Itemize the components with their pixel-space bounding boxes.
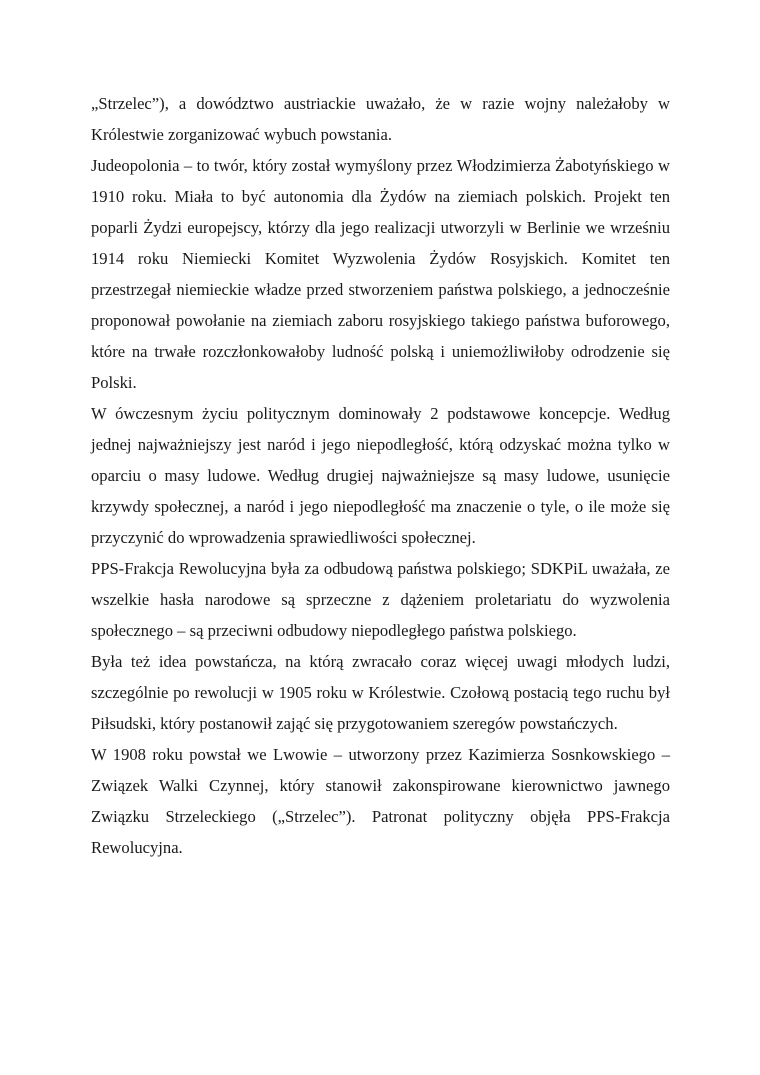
document-body [91,88,670,863]
paragraph-pps-sdkpil: PPS-Frakcja Rewolucyjna była za odbudową państwa polskiego; SDKPiL uważała, ze wszelkie hasła narodowe są sprzeczne z dążeniem proletariatu do wyzwolenia społecznego – są przeciwni odbudowy niepodległego państwa polskiego. [91,559,670,640]
paragraph-insurgent-idea: Była też idea powstańcza, na którą zwracało coraz więcej uwagi młodych ludzi, szczególnie po rewolucji w 1905 roku w Królestwie. Czołową postacią tego ruchu był Piłsudski, który postanowił zająć się przygotowaniem szeregów powstańczych. [91,652,670,733]
paragraph-strzelec-continuation: „Strzelec”), a dowództwo austriackie uważało, że w razie wojny należałoby w Królestwie zorganizować wybuch powstania. [91,94,670,144]
paragraph-zwiazek-walki-czynnej: W 1908 roku powstał we Lwowie – utworzony przez Kazimierza Sosnkowskiego – Związek Walki Czynnej, który stanowił zakonspirowane kierownictwo jawnego Związku Strzeleckiego („Strzelec”). Patronat polityczny objęła PPS-Frakcja Rewolucyjna. [91,745,670,857]
paragraph-judeopolonia: Judeopolonia – to twór, który został wymyślony przez Włodzimierza Żabotyńskiego w 1910 roku. Miała to być autonomia dla Żydów na ziemiach polskich. Projekt ten poparli Żydzi europejscy, którzy dla jego realizacji utworzyli w Berlinie we wrześniu 1914 roku Niemiecki Komitet Wyzwolenia Żydów Rosyjskich. Komitet ten przestrzegał niemieckie władze przed stworzeniem państwa polskiego, a jednocześnie proponował powołanie na ziemiach zaboru rosyjskiego takiego państwa buforowego, które na trwałe rozczłonkowałoby ludność polską i uniemożliwiłoby odrodzenie się Polski. [91,156,670,392]
paragraph-political-concepts: W ówczesnym życiu politycznym dominowały 2 podstawowe koncepcje. Według jednej najważniejszy jest naród i jego niepodległość, którą odzyskać można tylko w oparciu o masy ludowe. Według drugiej najważniejsze są masy ludowe, usunięcie krzywdy społecznej, a naród i jego niepodległość ma znaczenie o tyle, o ile może się przyczynić do wprowadzenia sprawiedliwości społecznej. [91,404,670,547]
